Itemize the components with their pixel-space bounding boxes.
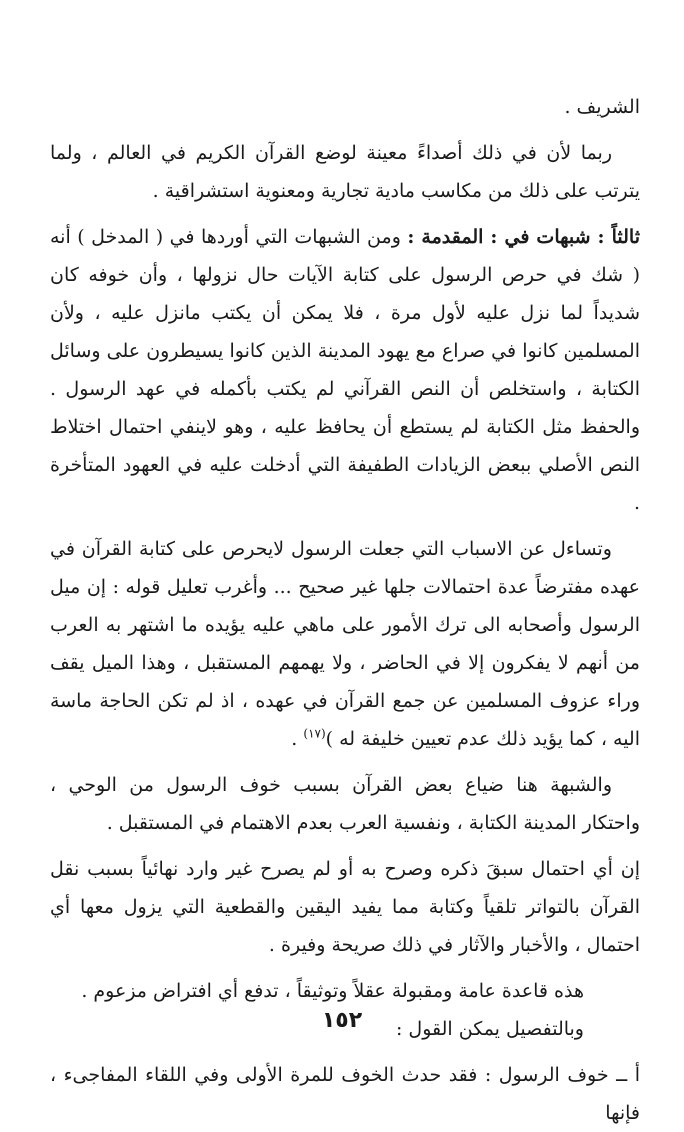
paragraph-4-body: وتساءل عن الاسباب التي جعلت الرسول لايحرص على كتابة القرآن في عهده مفترضاً عدة احتمالات جلها غير صحيح ... وأغرب تعليل قوله : إن ميل الرسول وأصحابه الى ترك الأمور على ماهي عليه يؤيده ما اشتهر به العرب من أنهم لا يفكرون إلا في الحاضر ، ولا يهمهم المستقبل ، وهذا الميل يقف وراء عزوف المسلمين عن جمع القرآن في عهده ، اذ لم تكن الحاجة ماسة اليه ، كما يؤيد ذلك عدم تعيين خليفة له ) — [50, 538, 640, 750]
page-number: ١٥٢ — [321, 1008, 363, 1033]
paragraph-6: إن أي احتمال سبقَ ذكره وصرح به أو لم يصرح غير وارد نهائياً بسبب نقل القرآن بالتواتر تلقياً وكتابة مما يفيد اليقين والقطعية التي يزول معها أي احتمال ، والأخبار والآثار في ذلك صريحة وفيرة . — [50, 858, 640, 956]
paragraph-7: هذه قاعدة عامة ومقبولة عقلاً وتوثيقاً ، تدفع أي افتراض مزعوم . — [81, 980, 584, 1002]
paragraph-3 — [50, 218, 640, 522]
paragraph-5: والشبهة هنا ضياع بعض القرآن بسبب خوف الرسول من الوحي ، واحتكار المدينة الكتابة ، ونفسية العرب بعدم الاهتمام في المستقبل . — [50, 774, 640, 834]
page-body — [50, 88, 640, 1132]
paragraph-9: أ ــ خوف الرسول : فقد حدث الخوف للمرة الأولى وفي اللقاء المفاجىء ، فإنها — [50, 1064, 640, 1124]
footnote-ref: (١٧) — [303, 726, 326, 741]
paragraph-4-end: . — [291, 728, 304, 750]
section-heading: ثالثاً : شبهات في : المقدمة : — [407, 226, 640, 248]
paragraph-1: الشريف . — [564, 96, 640, 118]
paragraph-4 — [50, 530, 640, 758]
paragraph-8: وبالتفصيل يمكن القول : — [395, 1018, 584, 1040]
paragraph-2: ربما لأن في ذلك أصداءً معينة لوضع القرآن الكريم في العالم ، ولما يترتب على ذلك من مكاسب مادية تجارية ومعنوية استشراقية . — [50, 142, 640, 202]
paragraph-3-body: ومن الشبهات التي أوردها في ( المدخل ) أنه ( شك في حرص الرسول على كتابة الآيات حال نزولها ، وأن خوفه كان شديداً لما نزل عليه لأول مرة ، فلا يمكن أن يكتب مانزل عليه ، ولأن المسلمين كانوا في صراع مع يهود المدينة الذين كانوا يسيطرون على وسائل الكتابة ، واستخلص أن النص القرآني لم يكتب بأكمله في عهد الرسول . والحفظ مثل الكتابة لم يستطع أن يحافظ عليه ، وهو لاينفي احتمال اختلاط النص الأصلي ببعض الزيادات الطفيفة التي أدخلت عليه في العهود المتأخرة . — [50, 226, 640, 514]
